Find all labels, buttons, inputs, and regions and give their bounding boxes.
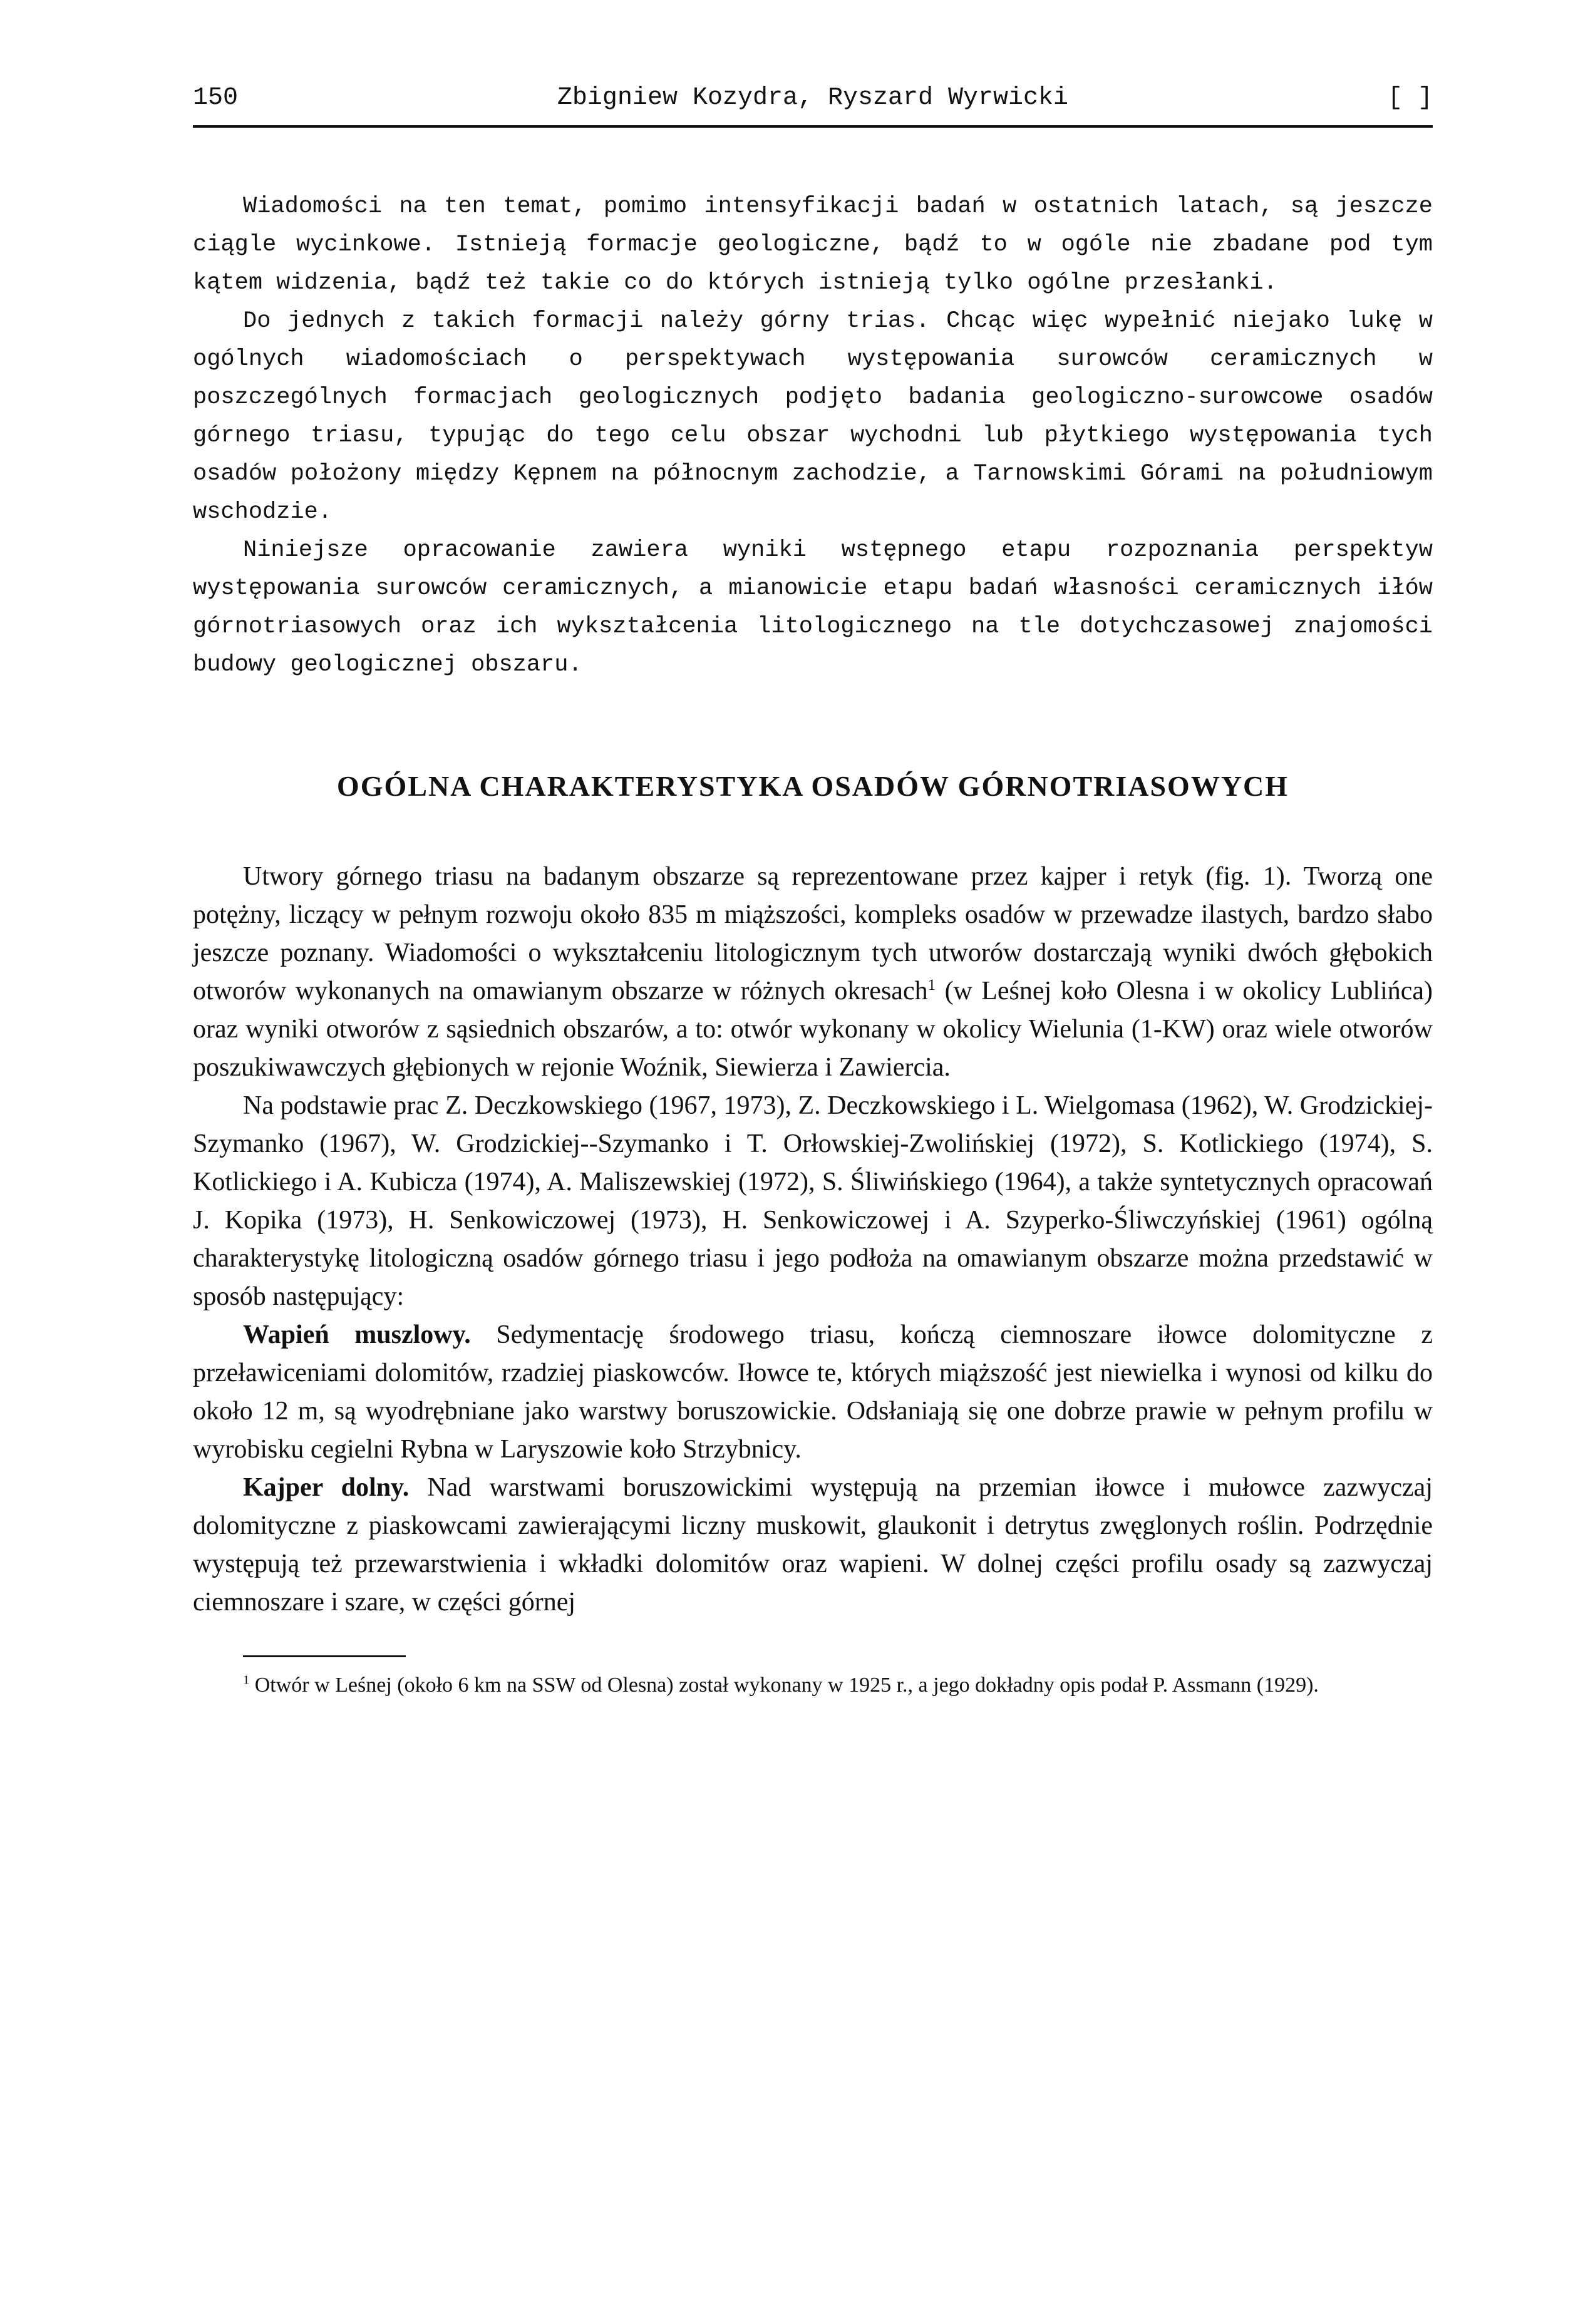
section-paragraph-2: Na podstawie prac Z. Deczkowskiego (1967, 1973), Z. Deczkowskiego i L. Wielgomasa (1962), W. Grodzickiej-Szymanko (1967), W. Grodzickiej--Szymanko i T. Orłowskiej-Zwolińskiej (1972), S. Kotlickiego (1974), S. Kotlickiego i A. Kubicza (1974), A. Maliszewskiej (1972), S. Śliwińskiego (1964), a także syntetycznych opracowań J. Kopika (1973), H. Senkowiczowej (1973), H. Senkowiczowej i A. Szyperko-Śliwczyńskiej (1961) ogólną charakterystykę litologiczną osadów górnego triasu i jego podłoża na omawianym obszarze można przedstawić w sposób następujący: — [193, 1091, 1433, 1311]
footnote-text: Otwór w Leśnej (około 6 km na SSW od Olesna) został wykonany w 1925 r., a jego dokładny opis podał P. Assmann (1929). — [249, 1674, 1319, 1697]
running-head-bracket: [ ] — [1387, 84, 1433, 112]
intro-paragraph-1: Wiadomości na ten temat, pomimo intensyfikacji badań w ostatnich latach, są jeszcze ciągle wycinkowe. Istnieją formacje geologiczne, bądź to w ogóle nie zbadane pod tym kątem widzenia, bądź też takie co do których istnieją tylko ogólne przesłanki. — [193, 193, 1433, 296]
footnote-mark: 1 — [243, 1673, 250, 1687]
paragraph-kajper-body: Nad warstwami boruszowickimi występują na przemian iłowce i mułowce zazwyczaj dolomityczne z piaskowcami zawierającymi liczny muskowit, glaukonit i detrytus zwęglonych roślin. Podrzędnie występują też przewarstwienia i wkładki dolomitów oraz wapieni. W dolnej części profilu osady są zazwyczaj ciemnoszare i szare, w części górnej — [193, 1473, 1433, 1617]
section-paragraph-1 — [193, 858, 1433, 1087]
page-number: 150 — [193, 84, 239, 112]
intro-paragraph-2: Do jednych z takich formacji należy górny trias. Chcąc więc wypełnić niejako lukę w ogólnych wiadomościach o perspektywach występowania surowców ceramicznych w poszczególnych formacjach geologicznych podjęto badania geologiczno-surowcowe osadów górnego triasu, typując do tego celu obszar wychodni lub płytkiego występowania tych osadów położony między Kępnem na północnym zachodzie, a Tarnowskimi Górami na południowym wschodzie. — [193, 308, 1433, 525]
intro-paragraph-3: Niniejsze opracowanie zawiera wyniki wstępnego etapu rozpoznania perspektyw występowania surowców ceramicznych, a mianowicie etapu badań własności ceramicznych iłów górnotriasowych oraz ich wykształcenia litologicznego na tle dotychczasowej znajomości budowy geologicznej obszaru. — [193, 537, 1433, 678]
run-in-title-kajper: Kajper dolny. — [243, 1473, 410, 1502]
section-heading: OGÓLNA CHARAKTERYSTYKA OSADÓW GÓRNOTRIASOWYCH — [336, 770, 1289, 802]
footnote — [193, 1671, 1433, 1700]
running-head-authors: Zbigniew Kozydra, Ryszard Wyrwicki — [557, 84, 1069, 112]
footnote-divider — [243, 1655, 406, 1657]
running-head — [193, 81, 1433, 128]
run-in-title-wapien: Wapień muszlowy. — [243, 1320, 471, 1349]
section-paragraph-1-end: (w Leśnej koło Olesna i w okolicy Lublińca) oraz wyniki otworów z sąsiednich obszarów, a to: otwór wykonany w okolicy Wielunia (1-KW) oraz wiele otworów poszukiwawczych głębionych w rejonie Woźnik, Siewierza i Zawiercia. — [193, 977, 1433, 1082]
document-page — [193, 81, 1433, 1700]
section-paragraph-wapien — [193, 1316, 1433, 1469]
section-paragraph-1-start: Utwory górnego triasu na badanym obszarze są reprezentowane przez kajper i retyk (fig. 1). Tworzą one potężny, liczący w pełnym rozwoju około 835 m miąższości, kompleks osadów w przewadze ilastych, bardzo słabo jeszcze poznany. Wiadomości o wykształceniu litologicznym tych utworów dostarczają wyniki dwóch głębokich otworów wykonanych na omawianym obszarze w różnych okresach — [193, 862, 1433, 1005]
footnote-reference: 1 — [927, 977, 936, 994]
paragraph-wapien-body: Sedymentację środowego triasu, kończą ciemnoszare iłowce dolomityczne z przeławiceniami dolomitów, rzadziej piaskowców. Iłowce te, których miąższość jest niewielka i wynosi od kilku do około 12 m, są wyodrębniane jako warstwy boruszowickie. Odsłaniają się one dobrze prawie w pełnym profilu w wyrobisku cegielni Rybna w Laryszowie koło Strzybnicy. — [193, 1320, 1433, 1464]
section-paragraph-kajper — [193, 1469, 1433, 1622]
document-body — [193, 188, 1433, 1700]
